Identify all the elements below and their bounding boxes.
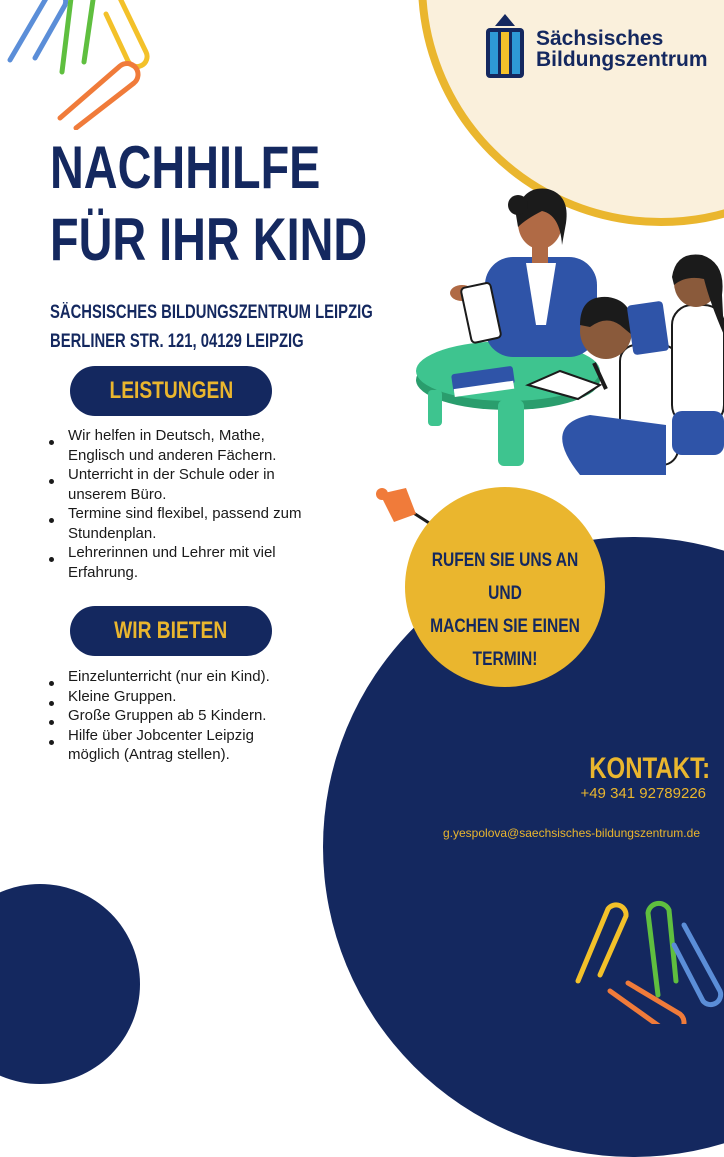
list-item: Einzelunterricht (nur ein Kind). bbox=[50, 667, 270, 687]
services-heading bbox=[70, 366, 272, 416]
list-item: Termine sind flexibel, passend zum Stundenplan. bbox=[50, 504, 320, 543]
tutoring-illustration bbox=[410, 175, 724, 500]
headline-line-2: FÜR IHR KIND bbox=[50, 206, 368, 273]
offer-list bbox=[50, 667, 270, 765]
headline-line-1: NACHHILFE bbox=[50, 134, 321, 201]
list-item: Lehrerinnen und Lehrer mit viel Erfahrung. bbox=[50, 543, 320, 582]
offer-heading-label: WIR BIETEN bbox=[114, 617, 228, 644]
paperclip-icon bbox=[570, 895, 724, 1024]
services-list bbox=[50, 426, 320, 582]
address-block bbox=[50, 298, 373, 356]
cta-line-2: MACHEN SIE EINEN bbox=[430, 616, 580, 637]
list-item: Große Gruppen ab 5 Kindern. bbox=[50, 706, 270, 726]
address-line-1: SÄCHSISCHES BILDUNGSZENTRUM LEIPZIG bbox=[50, 302, 373, 323]
contact-email[interactable]: g.yespolova@saechsisches-bildungszentrum.de bbox=[443, 826, 700, 840]
contact-phone[interactable]: +49 341 92789226 bbox=[580, 785, 706, 802]
list-item: Wir helfen in Deutsch, Mathe, Englisch und anderen Fächern. bbox=[50, 426, 320, 465]
logo-line-2: Bildungszentrum bbox=[536, 48, 708, 71]
logo-wordmark bbox=[536, 28, 708, 70]
list-item: Unterricht in der Schule oder in unserem Büro. bbox=[50, 465, 320, 504]
cta-line-3: TERMIN! bbox=[472, 649, 538, 670]
list-item: Hilfe über Jobcenter Leipzig möglich (Antrag stellen). bbox=[50, 726, 270, 765]
corner-navy-circle bbox=[0, 884, 140, 1084]
list-item: Kleine Gruppen. bbox=[50, 687, 270, 707]
address-line-2: BERLINER STR. 121, 04129 LEIPZIG bbox=[50, 331, 304, 352]
cta-line-1: RUFEN SIE UNS AN UND bbox=[431, 550, 579, 604]
pencil-logo-icon bbox=[482, 12, 528, 80]
contact-title: KONTAKT: bbox=[589, 752, 711, 785]
offer-heading bbox=[70, 606, 272, 656]
call-to-action-text bbox=[427, 544, 583, 676]
logo-line-1: Sächsisches bbox=[536, 27, 664, 50]
paperclip-icon bbox=[0, 0, 170, 130]
services-heading-label: LEISTUNGEN bbox=[109, 377, 233, 404]
page-headline bbox=[50, 132, 367, 276]
